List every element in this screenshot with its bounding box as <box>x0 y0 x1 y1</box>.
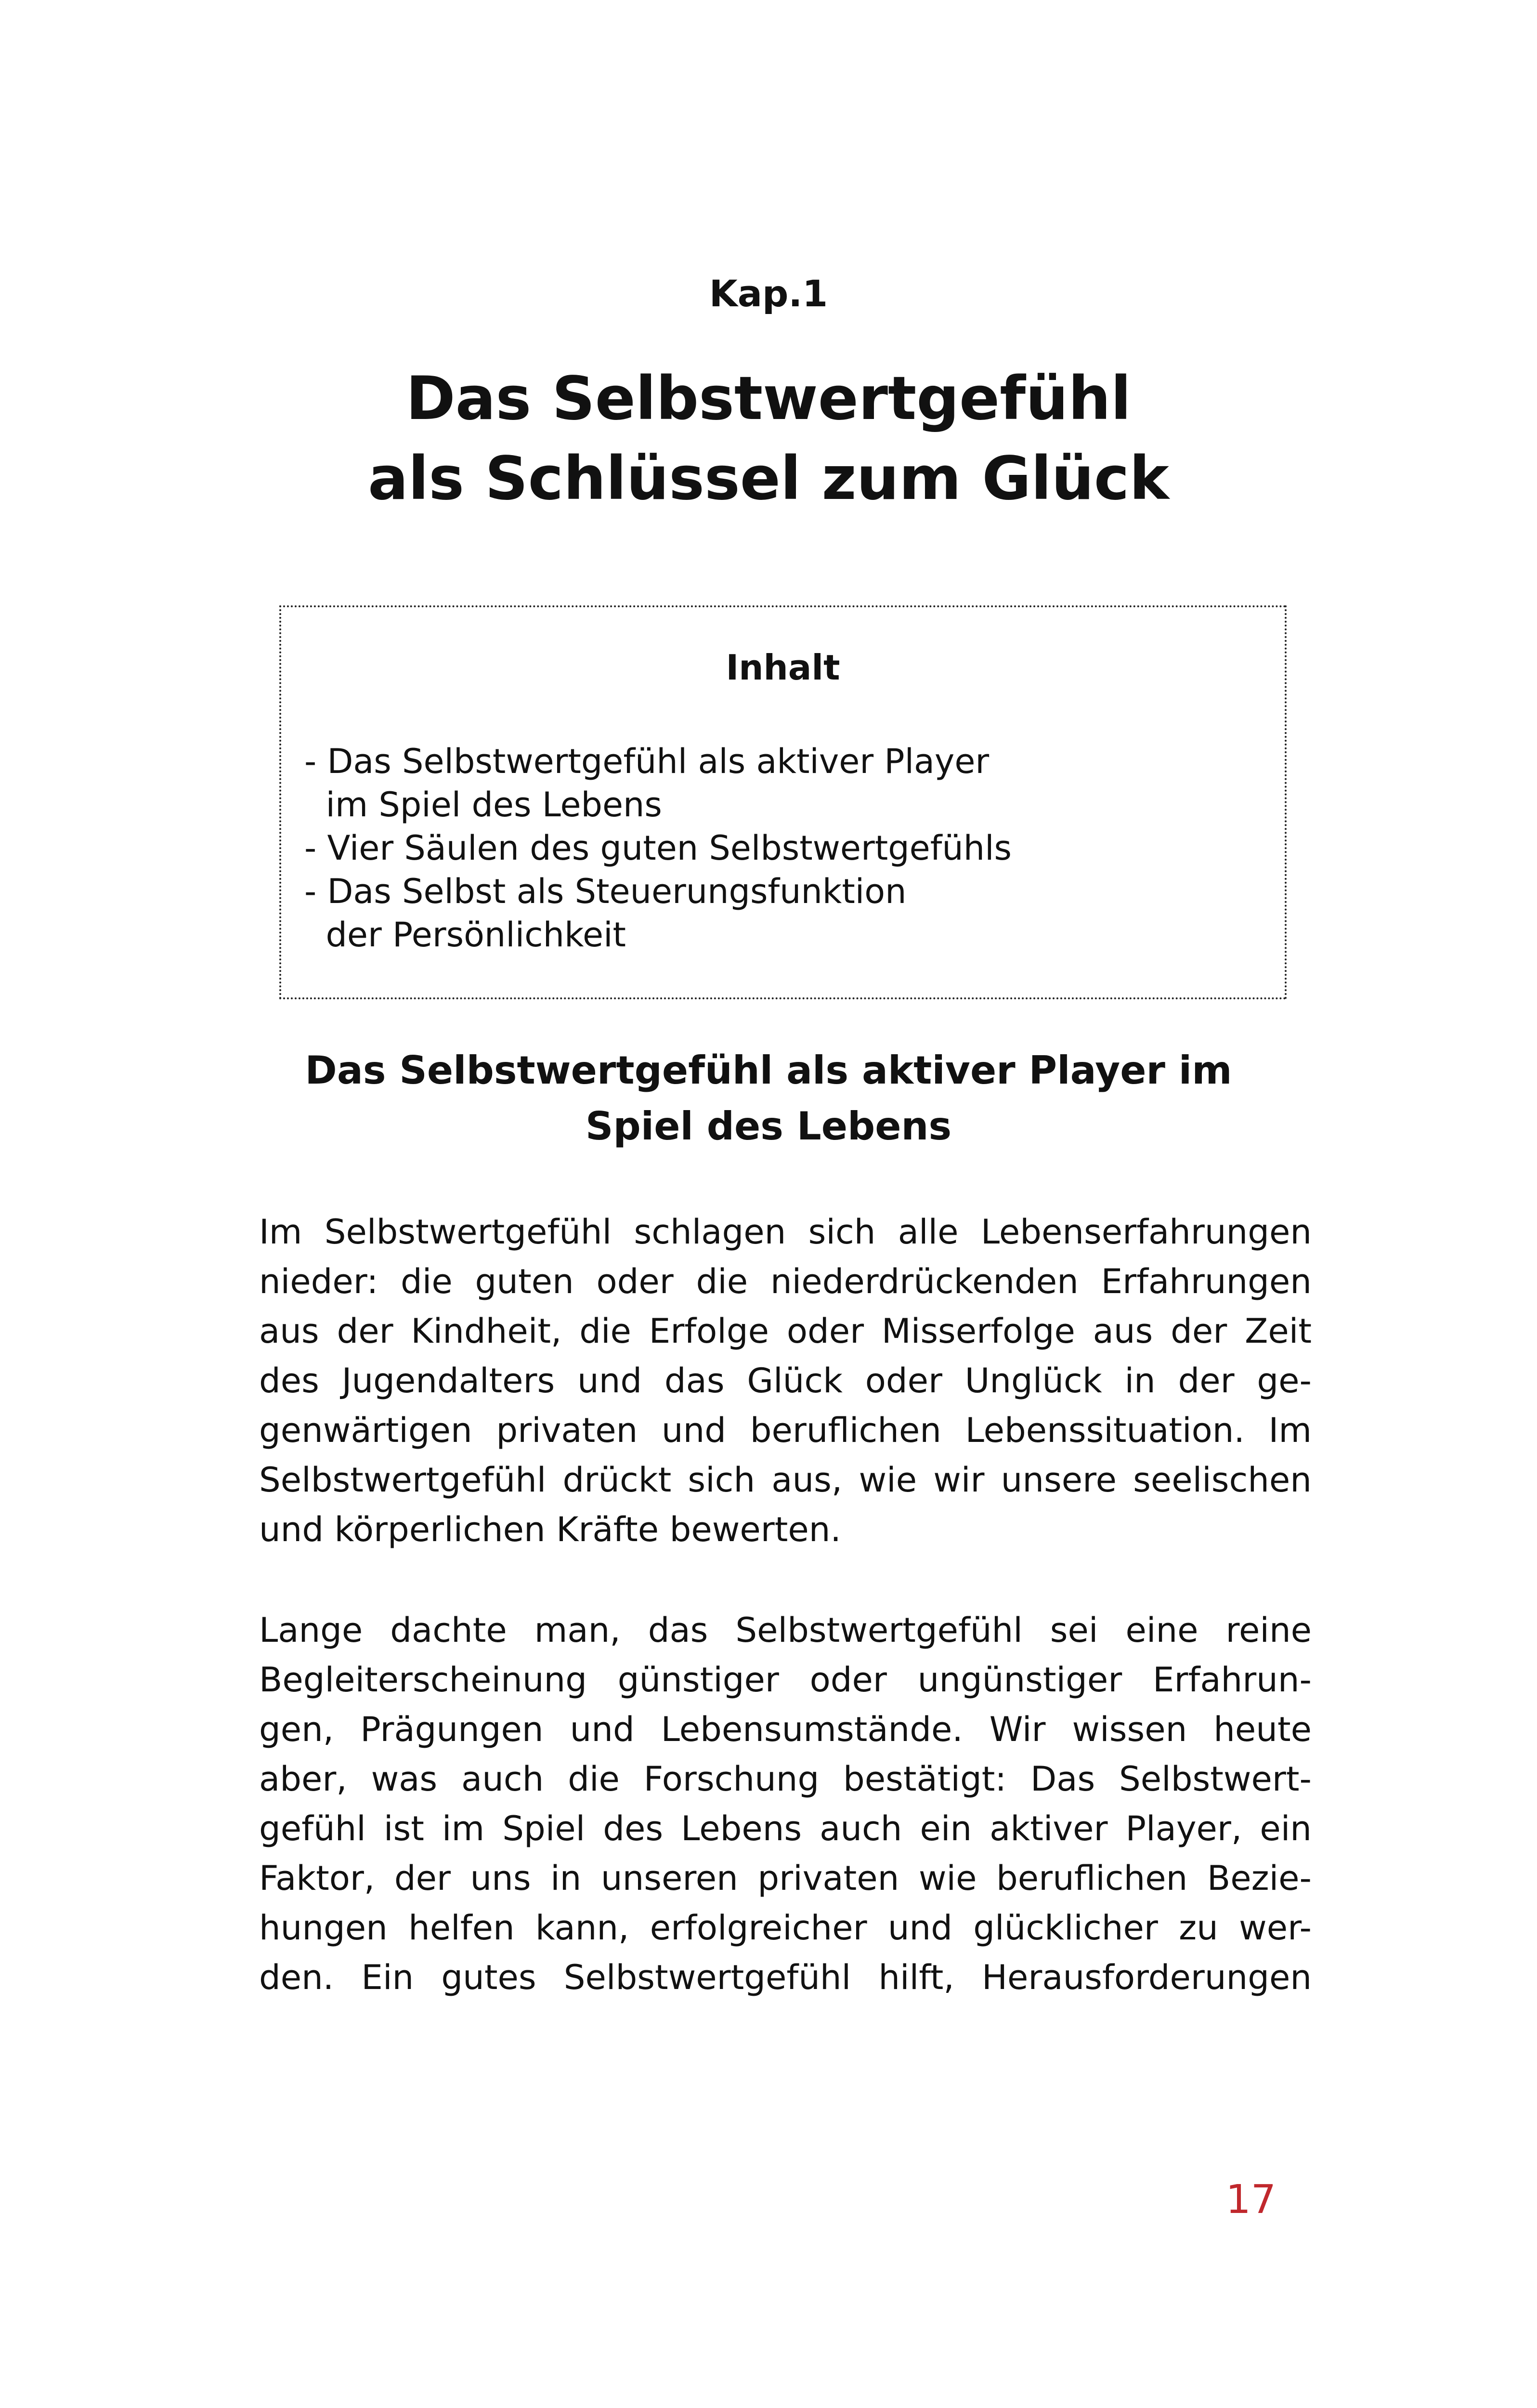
body-paragraph-1 <box>259 1207 1312 1555</box>
paragraph-line: den. Ein gutes Selbstwertgefühl hilft, Herausforderungen <box>259 1958 1312 1997</box>
paragraph-line: genwärtigen privaten und beruflichen Lebenssituation. Im <box>259 1411 1312 1450</box>
paragraph-line: Lange dachte man, das Selbstwertgefühl sei eine reine <box>259 1610 1312 1650</box>
paragraph-line: aus der Kindheit, die Erfolge oder Misserfolge aus der Zeit <box>259 1311 1312 1351</box>
section-title-line-1: Das Selbstwertgefühl als aktiver Player im <box>305 1048 1232 1093</box>
chapter-title-line-1: Das Selbstwertgefühl <box>405 364 1132 433</box>
chapter-title-line-2: als Schlüssel zum Glück <box>368 444 1169 513</box>
paragraph-line: aber, was auch die Forschung bestätigt: Das Selbstwert- <box>259 1759 1312 1799</box>
chapter-title <box>0 359 1537 519</box>
paragraph-line: Im Selbstwertgefühl schlagen sich alle Lebenserfahrungen <box>259 1212 1312 1252</box>
toc-item: - Vier Säulen des guten Selbstwertgefühls <box>304 828 1012 868</box>
body-paragraph-2 <box>259 1606 1312 2002</box>
toc-item: der Persönlichkeit <box>304 915 626 955</box>
toc-item: im Spiel des Lebens <box>304 785 662 824</box>
paragraph-line: des Jugendalters und das Glück oder Unglück in der ge- <box>259 1361 1312 1400</box>
toc-heading: Inhalt <box>726 647 840 688</box>
toc-item: - Das Selbst als Steuerungsfunktion <box>304 872 907 911</box>
paragraph-line: gen, Prägungen und Lebensumstände. Wir wissen heute <box>259 1710 1312 1749</box>
paragraph-line: nieder: die guten oder die niederdrückenden Erfahrungen <box>259 1262 1312 1301</box>
page-number: 17 <box>1225 2177 1276 2223</box>
section-title <box>0 1043 1537 1154</box>
paragraph-line: Begleiterscheinung günstiger oder ungünstiger Erfahrun- <box>259 1660 1312 1700</box>
section-title-line-2: Spiel des Lebens <box>585 1104 952 1149</box>
chapter-label: Kap.1 <box>709 272 828 315</box>
paragraph-line: Faktor, der uns in unseren privaten wie beruflichen Bezie- <box>259 1858 1312 1898</box>
paragraph-line: hungen helfen kann, erfolgreicher und glücklicher zu wer- <box>259 1908 1312 1948</box>
paragraph-line: und körperlichen Kräfte bewerten. <box>259 1510 841 1549</box>
toc-item: - Das Selbstwertgefühl als aktiver Player <box>304 742 990 781</box>
paragraph-line: gefühl ist im Spiel des Lebens auch ein aktiver Player, ein <box>259 1809 1312 1848</box>
toc-list <box>304 740 1012 956</box>
paragraph-line: Selbstwertgefühl drückt sich aus, wie wir unsere seelischen <box>259 1460 1312 1500</box>
table-of-contents-box <box>279 605 1287 999</box>
